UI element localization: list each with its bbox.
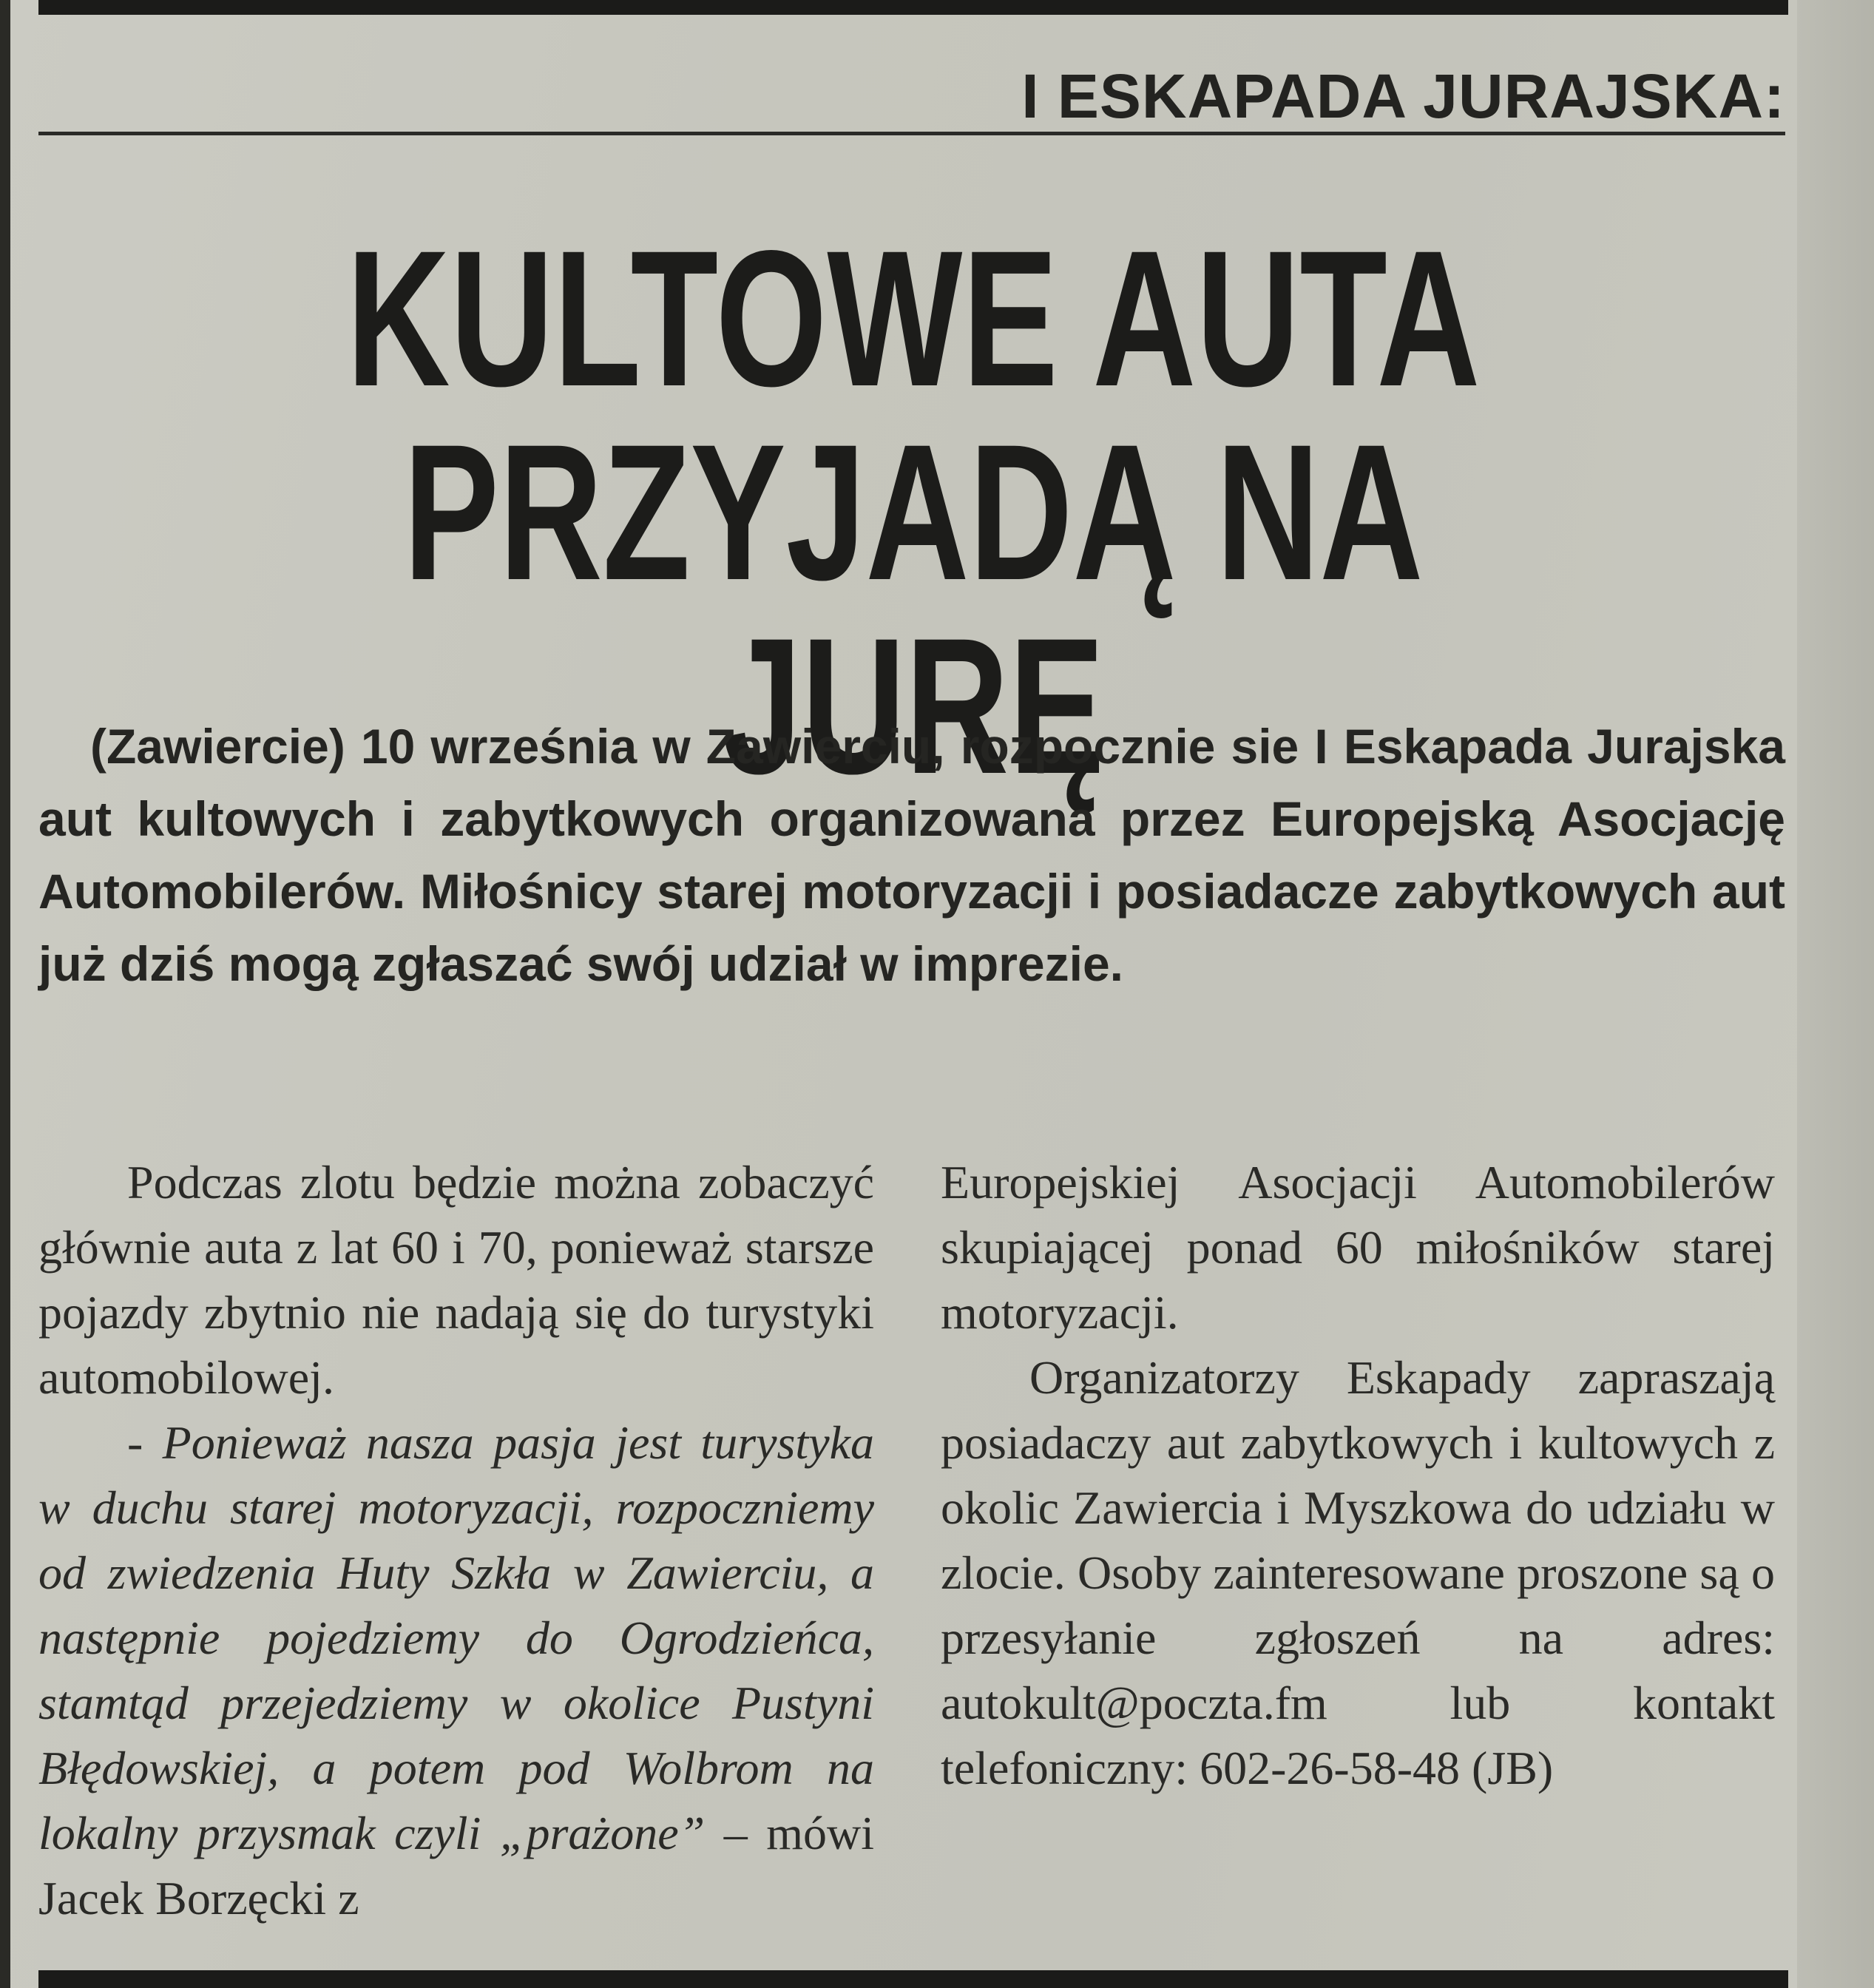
body-paragraph: Podczas zlotu będzie można zobaczyć głównie auta z lat 60 i 70, ponieważ starsze pojazdy zbytnio nie nadają się do turystyki automobilowej. (38, 1156, 874, 1404)
quote-paragraph (38, 1410, 874, 1931)
headline-line-2: PRZYJADĄ NA JURĘ (403, 404, 1424, 814)
article-column-left (38, 1150, 874, 1931)
quote-attribution: – mówi Jacek Borzęcki z (38, 1807, 875, 1924)
headline-line-1: KULTOWE AUTA (346, 210, 1481, 427)
kicker-heading: I ESKAPADA JURAJSKA: (1021, 61, 1785, 131)
page-left-edge (0, 0, 10, 1988)
lead-paragraph: (Zawiercie) 10 września w Zawierciu, rozpocznie sie I Eskapada Jurajska aut kultowych i zabytkowych organizowana przez Europejską Asocjację Automobilerów. Miłośnicy starej motoryzacji i posiadacze zabytkowych aut już dziś mogą zgłaszać swój udział w imprezie. (38, 719, 1785, 991)
article-column-right (941, 1150, 1775, 1801)
page-right-edge (1797, 0, 1874, 1988)
headline (38, 210, 1788, 814)
body-paragraph: Organizatorzy Eskapady zapraszają posiadaczy aut zabytkowych i kultowych z okolic Zawiercia i Myszkowa do udziału w zlocie. Osoby zainteresowane proszone są o przesyłanie zgłoszeń na adres: autokult@poczta.fm lub kontakt telefoniczny: 602-26-58-48 (JB) (941, 1351, 1775, 1794)
body-paragraph-continued: Europejskiej Asocjacji Automobilerów skupiającej ponad 60 miłośników starej motoryzacji. (941, 1156, 1775, 1339)
top-rule (38, 0, 1788, 15)
kicker-rule (38, 132, 1785, 135)
quote-text: - Ponieważ nasza pasja jest turystyka w duchu starej motoryzacji, rozpoczniemy od zwiedzenia Huty Szkła w Zawierciu, a następnie pojedziemy do Ogrodzieńca, stamtąd przejedziemy w okolice Pustyni Błędowskiej, a potem pod Wolbrom na lokalny przysmak czyli „prażone” (38, 1416, 874, 1859)
bottom-rule (38, 1970, 1788, 1988)
